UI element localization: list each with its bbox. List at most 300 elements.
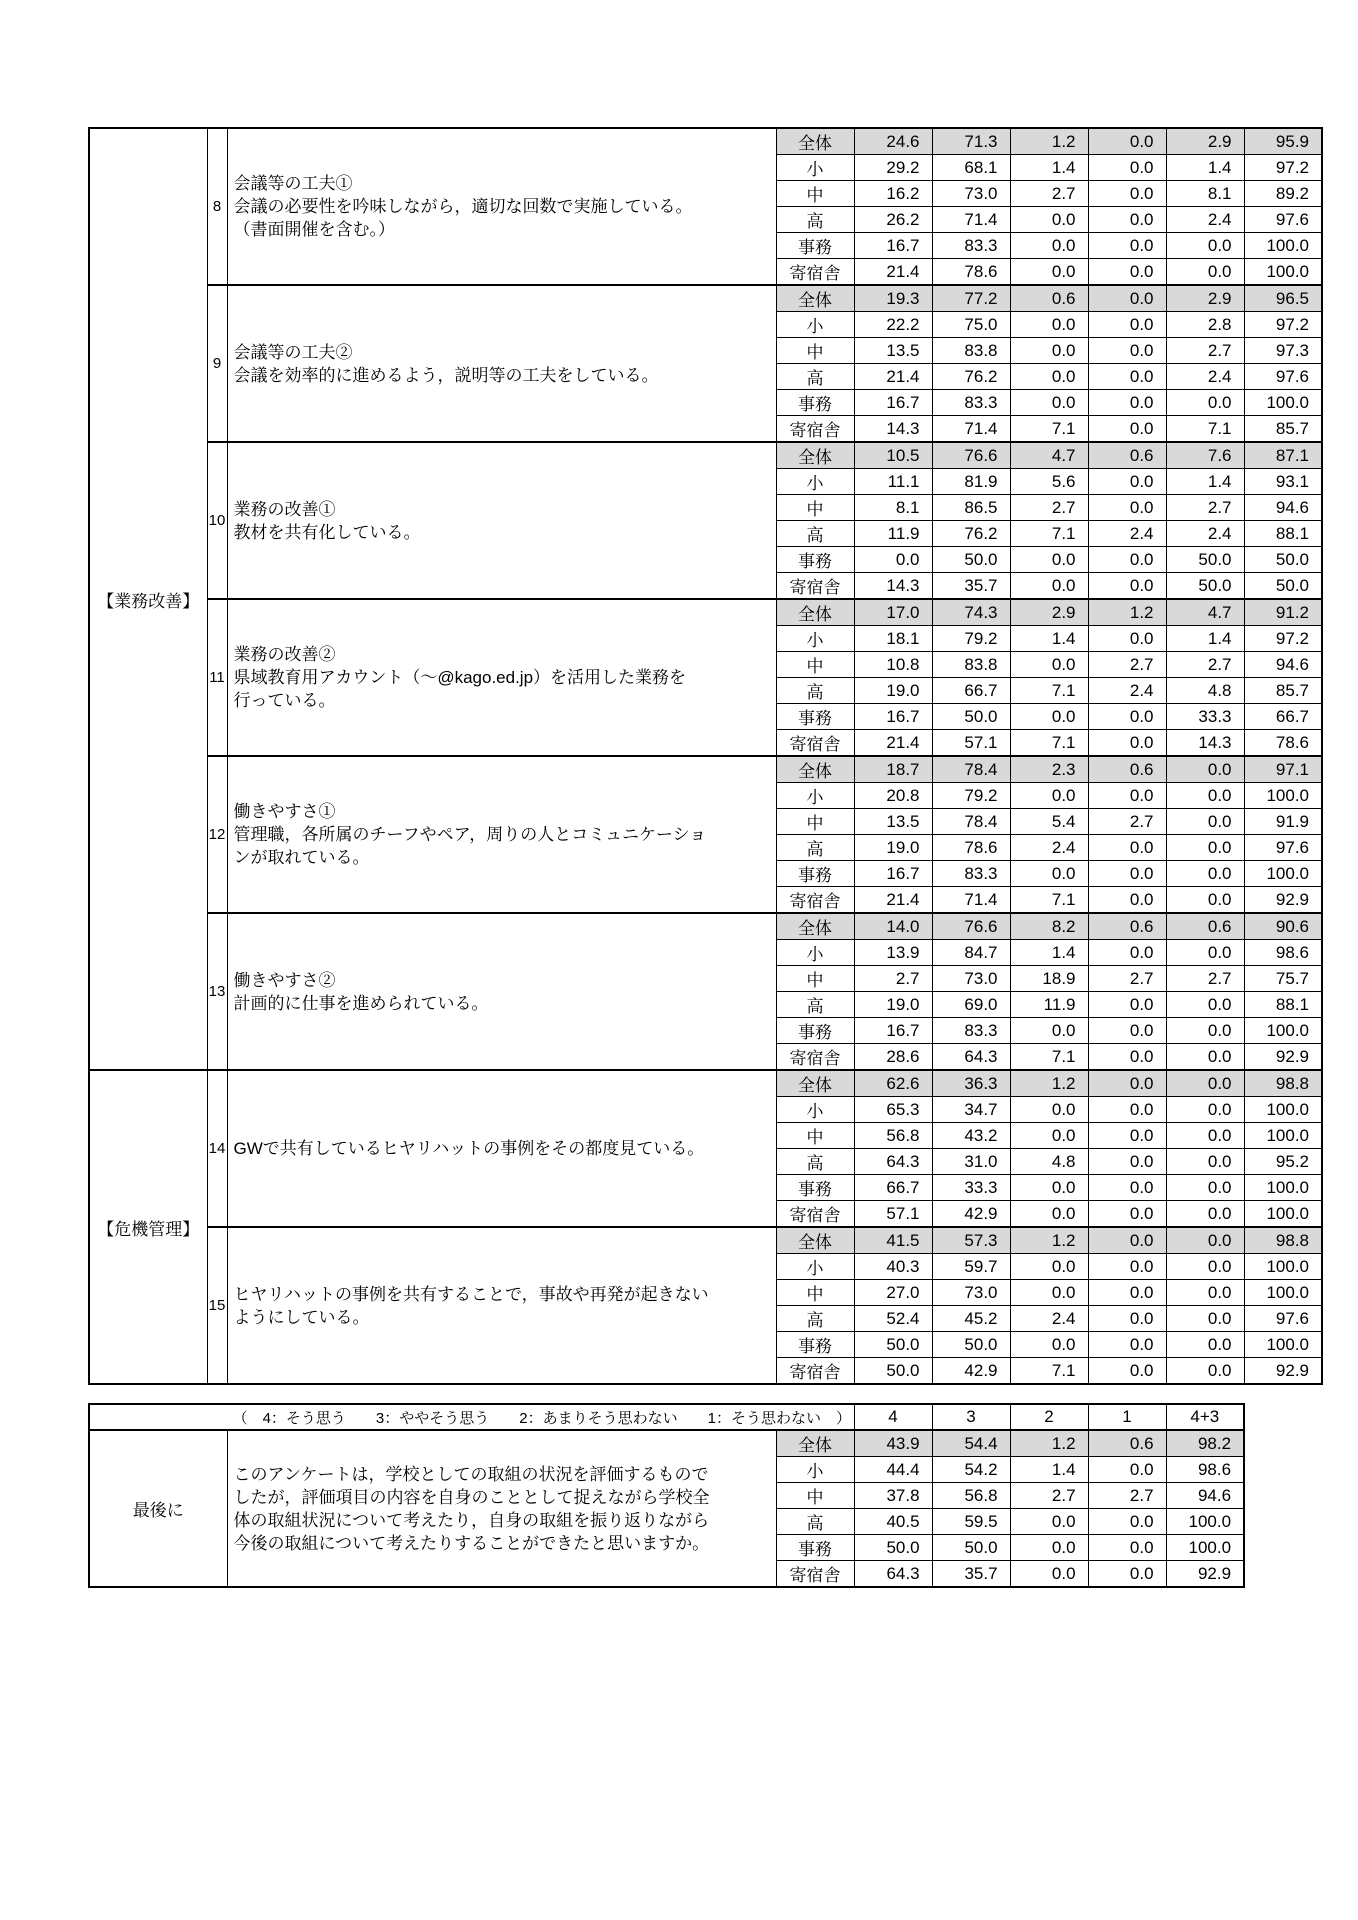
- group-label-cell: 全体: [776, 1070, 854, 1097]
- value-cell: 8.2: [1010, 913, 1088, 940]
- value-cell: 0.0: [1010, 1280, 1088, 1306]
- value-cell: 0.0: [1010, 1254, 1088, 1280]
- value-cell: 0.0: [1088, 1254, 1166, 1280]
- group-label-cell: 高: [776, 992, 854, 1018]
- value-cell: 0.0: [1088, 1018, 1166, 1044]
- group-label-cell: 小: [776, 155, 854, 181]
- value-cell: 85.7: [1244, 416, 1322, 443]
- value-cell: 0.6: [1010, 285, 1088, 312]
- value-cell: 50.0: [854, 1358, 932, 1385]
- item-number-cell: 8: [207, 128, 227, 285]
- value-cell: 0.0: [1166, 1097, 1244, 1123]
- value-cell: 97.2: [1244, 312, 1322, 338]
- value-cell: 0.0: [1088, 1280, 1166, 1306]
- item-number-cell: 12: [207, 756, 227, 913]
- value-cell: 0.0: [1088, 1561, 1166, 1588]
- value-cell: 0.0: [1166, 390, 1244, 416]
- value-cell: 2.9: [1010, 599, 1088, 626]
- value-cell: 83.8: [932, 652, 1010, 678]
- item-number-cell: 9: [207, 285, 227, 442]
- scale-header-cell: 4+3: [1166, 1404, 1244, 1430]
- value-cell: 4.7: [1166, 599, 1244, 626]
- value-cell: 2.7: [1166, 652, 1244, 678]
- value-cell: 0.0: [1088, 1175, 1166, 1201]
- value-cell: 0.0: [1088, 730, 1166, 757]
- scale-legend: （ 4：そう思う 3：ややそう思う 2：あまりそう思わない 1：そう思わない ）: [89, 1404, 854, 1430]
- description-line: 計画的に仕事を進められている。: [233, 993, 489, 1013]
- value-cell: 90.6: [1244, 913, 1322, 940]
- value-cell: 0.0: [1088, 704, 1166, 730]
- value-cell: 0.0: [1088, 1149, 1166, 1175]
- value-cell: 0.0: [1166, 1123, 1244, 1149]
- value-cell: 17.0: [854, 599, 932, 626]
- item-number-cell: 10: [207, 442, 227, 599]
- value-cell: 19.3: [854, 285, 932, 312]
- value-cell: 71.4: [932, 887, 1010, 914]
- group-label-cell: 寄宿舎: [776, 416, 854, 443]
- value-cell: 92.9: [1244, 1044, 1322, 1071]
- description-line: 業務の改善②: [233, 645, 336, 664]
- value-cell: 0.0: [1088, 626, 1166, 652]
- value-cell: 35.7: [932, 573, 1010, 600]
- value-cell: 19.0: [854, 835, 932, 861]
- value-cell: 95.2: [1244, 1149, 1322, 1175]
- value-cell: 0.0: [1010, 233, 1088, 259]
- value-cell: 4.8: [1166, 678, 1244, 704]
- value-cell: 59.7: [932, 1254, 1010, 1280]
- value-cell: 21.4: [854, 887, 932, 914]
- group-label-cell: 寄宿舎: [776, 259, 854, 286]
- value-cell: 7.1: [1010, 521, 1088, 547]
- value-cell: 7.1: [1010, 887, 1088, 914]
- value-cell: 0.0: [1088, 312, 1166, 338]
- value-cell: 71.3: [932, 128, 1010, 155]
- value-cell: 97.2: [1244, 155, 1322, 181]
- group-label-cell: 寄宿舎: [776, 1561, 854, 1588]
- value-cell: 0.0: [1010, 1123, 1088, 1149]
- value-cell: 97.6: [1244, 1306, 1322, 1332]
- value-cell: 100.0: [1244, 390, 1322, 416]
- value-cell: 2.4: [1166, 364, 1244, 390]
- group-label-cell: 高: [776, 835, 854, 861]
- value-cell: 19.0: [854, 678, 932, 704]
- group-label-cell: 事務: [776, 861, 854, 887]
- value-cell: 40.3: [854, 1254, 932, 1280]
- value-cell: 0.0: [1166, 1044, 1244, 1071]
- value-cell: 18.9: [1010, 966, 1088, 992]
- group-label-cell: 事務: [776, 390, 854, 416]
- value-cell: 0.0: [1166, 1175, 1244, 1201]
- value-cell: 100.0: [1166, 1535, 1244, 1561]
- group-label-cell: 全体: [776, 913, 854, 940]
- group-label-cell: 小: [776, 1097, 854, 1123]
- value-cell: 86.5: [932, 495, 1010, 521]
- value-cell: 97.2: [1244, 626, 1322, 652]
- value-cell: 59.5: [932, 1509, 1010, 1535]
- value-cell: 0.0: [1088, 1358, 1166, 1385]
- value-cell: 93.1: [1244, 469, 1322, 495]
- value-cell: 7.1: [1010, 1044, 1088, 1071]
- value-cell: 7.1: [1010, 730, 1088, 757]
- value-cell: 34.7: [932, 1097, 1010, 1123]
- value-cell: 83.3: [932, 861, 1010, 887]
- value-cell: 1.4: [1010, 626, 1088, 652]
- value-cell: 2.7: [1088, 966, 1166, 992]
- item-description-cell: [227, 128, 776, 285]
- item-description-cell: [227, 599, 776, 756]
- value-cell: 2.9: [1166, 128, 1244, 155]
- value-cell: 50.0: [932, 704, 1010, 730]
- value-cell: 83.3: [932, 390, 1010, 416]
- table-row: [89, 442, 1322, 469]
- value-cell: 0.0: [1088, 495, 1166, 521]
- value-cell: 0.0: [1088, 364, 1166, 390]
- value-cell: 100.0: [1244, 1123, 1322, 1149]
- description-line: 体の取組状況について考えたり，自身の取組を振り返りながら: [233, 1510, 710, 1530]
- value-cell: 2.7: [1088, 1483, 1166, 1509]
- value-cell: 2.7: [854, 966, 932, 992]
- value-cell: 89.2: [1244, 181, 1322, 207]
- table-row: [89, 913, 1322, 940]
- value-cell: 78.4: [932, 756, 1010, 783]
- value-cell: 1.2: [1010, 1070, 1088, 1097]
- description-line: ようにしている。: [233, 1307, 370, 1327]
- value-cell: 0.0: [1010, 1332, 1088, 1358]
- description-line: 会議等の工夫②: [233, 342, 353, 362]
- value-cell: 2.4: [1010, 1306, 1088, 1332]
- value-cell: 78.6: [1244, 730, 1322, 757]
- value-cell: 16.7: [854, 861, 932, 887]
- description-line: 働きやすさ①: [233, 802, 336, 821]
- value-cell: 0.0: [1166, 1332, 1244, 1358]
- value-cell: 95.9: [1244, 128, 1322, 155]
- value-cell: 0.0: [1166, 887, 1244, 914]
- value-cell: 0.0: [1088, 940, 1166, 966]
- value-cell: 0.0: [1088, 469, 1166, 495]
- value-cell: 2.4: [1088, 678, 1166, 704]
- value-cell: 0.0: [1010, 259, 1088, 286]
- value-cell: 5.6: [1010, 469, 1088, 495]
- value-cell: 24.6: [854, 128, 932, 155]
- value-cell: 0.0: [1088, 887, 1166, 914]
- value-cell: 78.4: [932, 809, 1010, 835]
- value-cell: 4.8: [1010, 1149, 1088, 1175]
- value-cell: 57.3: [932, 1227, 1010, 1254]
- value-cell: 0.0: [1166, 1306, 1244, 1332]
- value-cell: 0.0: [1088, 835, 1166, 861]
- value-cell: 68.1: [932, 155, 1010, 181]
- group-label-cell: 高: [776, 521, 854, 547]
- value-cell: 66.7: [1244, 704, 1322, 730]
- value-cell: 2.7: [1010, 495, 1088, 521]
- value-cell: 0.0: [1088, 1123, 1166, 1149]
- value-cell: 7.1: [1010, 416, 1088, 443]
- table-row: [89, 1070, 1322, 1097]
- value-cell: 0.0: [1010, 652, 1088, 678]
- value-cell: 64.3: [854, 1561, 932, 1588]
- value-cell: 2.9: [1166, 285, 1244, 312]
- value-cell: 88.1: [1244, 992, 1322, 1018]
- group-label-cell: 事務: [776, 1535, 854, 1561]
- value-cell: 0.0: [1166, 1280, 1244, 1306]
- item-number-cell: 14: [207, 1070, 227, 1227]
- value-cell: 0.0: [1088, 390, 1166, 416]
- value-cell: 97.1: [1244, 756, 1322, 783]
- value-cell: 7.1: [1166, 416, 1244, 443]
- value-cell: 66.7: [932, 678, 1010, 704]
- value-cell: 20.8: [854, 783, 932, 809]
- group-label-cell: 小: [776, 1254, 854, 1280]
- value-cell: 36.3: [932, 1070, 1010, 1097]
- value-cell: 33.3: [932, 1175, 1010, 1201]
- value-cell: 76.2: [932, 364, 1010, 390]
- group-label-cell: 小: [776, 1457, 854, 1483]
- value-cell: 100.0: [1166, 1509, 1244, 1535]
- value-cell: 41.5: [854, 1227, 932, 1254]
- value-cell: 28.6: [854, 1044, 932, 1071]
- value-cell: 2.3: [1010, 756, 1088, 783]
- value-cell: 0.6: [1088, 1430, 1166, 1457]
- value-cell: 11.9: [1010, 992, 1088, 1018]
- value-cell: 54.2: [932, 1457, 1010, 1483]
- value-cell: 85.7: [1244, 678, 1322, 704]
- value-cell: 0.0: [1088, 547, 1166, 573]
- value-cell: 0.0: [1088, 1044, 1166, 1071]
- value-cell: 57.1: [854, 1201, 932, 1228]
- value-cell: 94.6: [1166, 1483, 1244, 1509]
- value-cell: 0.0: [1010, 1018, 1088, 1044]
- value-cell: 0.6: [1166, 913, 1244, 940]
- value-cell: 0.0: [1088, 1201, 1166, 1228]
- value-cell: 16.7: [854, 1018, 932, 1044]
- value-cell: 0.0: [1166, 259, 1244, 286]
- value-cell: 0.0: [1088, 1306, 1166, 1332]
- group-label-cell: 全体: [776, 285, 854, 312]
- value-cell: 1.4: [1010, 940, 1088, 966]
- item-description-cell: [227, 756, 776, 913]
- value-cell: 19.0: [854, 992, 932, 1018]
- value-cell: 2.7: [1166, 966, 1244, 992]
- value-cell: 0.0: [1166, 992, 1244, 1018]
- value-cell: 91.9: [1244, 809, 1322, 835]
- value-cell: 0.0: [1166, 1070, 1244, 1097]
- value-cell: 54.4: [932, 1430, 1010, 1457]
- final-label-cell: 最後に: [89, 1430, 227, 1587]
- group-label-cell: 高: [776, 678, 854, 704]
- group-label-cell: 寄宿舎: [776, 730, 854, 757]
- group-label-cell: 全体: [776, 1227, 854, 1254]
- group-label-cell: 中: [776, 1483, 854, 1509]
- value-cell: 0.0: [1088, 1509, 1166, 1535]
- value-cell: 0.0: [1010, 783, 1088, 809]
- value-cell: 35.7: [932, 1561, 1010, 1588]
- value-cell: 50.0: [1244, 547, 1322, 573]
- value-cell: 10.8: [854, 652, 932, 678]
- value-cell: 18.7: [854, 756, 932, 783]
- value-cell: 0.0: [1010, 1097, 1088, 1123]
- value-cell: 16.7: [854, 704, 932, 730]
- item-description-cell: [227, 285, 776, 442]
- value-cell: 2.4: [1166, 521, 1244, 547]
- value-cell: 0.0: [1010, 1561, 1088, 1588]
- description-line: 業務の改善①: [233, 499, 336, 519]
- value-cell: 18.1: [854, 626, 932, 652]
- value-cell: 0.0: [1166, 809, 1244, 835]
- value-cell: 75.7: [1244, 966, 1322, 992]
- value-cell: 79.2: [932, 626, 1010, 652]
- value-cell: 56.8: [854, 1123, 932, 1149]
- value-cell: 87.1: [1244, 442, 1322, 469]
- value-cell: 100.0: [1244, 259, 1322, 286]
- value-cell: 100.0: [1244, 1175, 1322, 1201]
- value-cell: 16.7: [854, 390, 932, 416]
- value-cell: 0.0: [1088, 338, 1166, 364]
- value-cell: 56.8: [932, 1483, 1010, 1509]
- value-cell: 0.0: [1166, 233, 1244, 259]
- value-cell: 0.0: [1166, 835, 1244, 861]
- value-cell: 2.7: [1010, 1483, 1088, 1509]
- group-label-cell: 中: [776, 495, 854, 521]
- value-cell: 66.7: [854, 1175, 932, 1201]
- value-cell: 0.6: [1088, 442, 1166, 469]
- item-description-cell: [227, 1070, 776, 1227]
- group-label-cell: 寄宿舎: [776, 573, 854, 600]
- value-cell: 26.2: [854, 207, 932, 233]
- value-cell: 0.0: [1010, 207, 1088, 233]
- value-cell: 100.0: [1244, 1201, 1322, 1228]
- value-cell: 10.5: [854, 442, 932, 469]
- scale-legend-row: [89, 1404, 1244, 1430]
- value-cell: 5.4: [1010, 809, 1088, 835]
- group-label-cell: 寄宿舎: [776, 1201, 854, 1228]
- value-cell: 1.4: [1010, 1457, 1088, 1483]
- group-label-cell: 事務: [776, 704, 854, 730]
- value-cell: 0.0: [1166, 1201, 1244, 1228]
- value-cell: 0.0: [1010, 704, 1088, 730]
- group-label-cell: 事務: [776, 1018, 854, 1044]
- value-cell: 1.4: [1166, 469, 1244, 495]
- value-cell: 100.0: [1244, 1332, 1322, 1358]
- value-cell: 97.6: [1244, 207, 1322, 233]
- value-cell: 1.2: [1010, 128, 1088, 155]
- value-cell: 33.3: [1166, 704, 1244, 730]
- value-cell: 0.0: [1010, 1535, 1088, 1561]
- value-cell: 43.9: [854, 1430, 932, 1457]
- value-cell: 0.0: [854, 547, 932, 573]
- value-cell: 45.2: [932, 1306, 1010, 1332]
- value-cell: 0.0: [1088, 285, 1166, 312]
- value-cell: 1.2: [1010, 1430, 1088, 1457]
- value-cell: 2.7: [1088, 652, 1166, 678]
- value-cell: 91.2: [1244, 599, 1322, 626]
- value-cell: 100.0: [1244, 1280, 1322, 1306]
- value-cell: 42.9: [932, 1201, 1010, 1228]
- value-cell: 37.8: [854, 1483, 932, 1509]
- value-cell: 0.0: [1088, 1070, 1166, 1097]
- value-cell: 0.0: [1088, 1535, 1166, 1561]
- item-description-cell: [227, 442, 776, 599]
- value-cell: 7.1: [1010, 678, 1088, 704]
- description-line: 行っている。: [233, 691, 336, 710]
- value-cell: 11.1: [854, 469, 932, 495]
- value-cell: 27.0: [854, 1280, 932, 1306]
- item-number-cell: 15: [207, 1227, 227, 1384]
- table-row: [89, 285, 1322, 312]
- value-cell: 4.7: [1010, 442, 1088, 469]
- value-cell: 0.0: [1010, 861, 1088, 887]
- value-cell: 8.1: [854, 495, 932, 521]
- value-cell: 71.4: [932, 416, 1010, 443]
- value-cell: 73.0: [932, 181, 1010, 207]
- value-cell: 81.9: [932, 469, 1010, 495]
- value-cell: 0.6: [1088, 756, 1166, 783]
- value-cell: 98.8: [1244, 1070, 1322, 1097]
- description-line: （書面開催を含む。）: [233, 220, 395, 239]
- value-cell: 0.0: [1088, 207, 1166, 233]
- value-cell: 100.0: [1244, 233, 1322, 259]
- value-cell: 0.0: [1010, 547, 1088, 573]
- value-cell: 65.3: [854, 1097, 932, 1123]
- value-cell: 84.7: [932, 940, 1010, 966]
- group-label-cell: 寄宿舎: [776, 1044, 854, 1071]
- value-cell: 0.0: [1088, 181, 1166, 207]
- value-cell: 7.6: [1166, 442, 1244, 469]
- scale-header-cell: 1: [1088, 1404, 1166, 1430]
- value-cell: 29.2: [854, 155, 932, 181]
- value-cell: 2.7: [1010, 181, 1088, 207]
- value-cell: 96.5: [1244, 285, 1322, 312]
- value-cell: 31.0: [932, 1149, 1010, 1175]
- value-cell: 0.0: [1010, 364, 1088, 390]
- description-line: 県域教育用アカウント（～@kago.ed.jp）を活用した業務を: [233, 668, 687, 687]
- value-cell: 0.0: [1088, 155, 1166, 181]
- value-cell: 78.6: [932, 259, 1010, 286]
- table-row: [89, 1227, 1322, 1254]
- value-cell: 94.6: [1244, 495, 1322, 521]
- group-label-cell: 中: [776, 181, 854, 207]
- value-cell: 2.8: [1166, 312, 1244, 338]
- value-cell: 76.6: [932, 442, 1010, 469]
- value-cell: 14.3: [854, 573, 932, 600]
- value-cell: 0.0: [1088, 1332, 1166, 1358]
- value-cell: 0.0: [1088, 992, 1166, 1018]
- value-cell: 97.6: [1244, 364, 1322, 390]
- value-cell: 16.2: [854, 181, 932, 207]
- value-cell: 74.3: [932, 599, 1010, 626]
- value-cell: 0.0: [1166, 861, 1244, 887]
- value-cell: 0.0: [1010, 573, 1088, 600]
- value-cell: 50.0: [854, 1332, 932, 1358]
- group-label-cell: 高: [776, 364, 854, 390]
- group-label-cell: 事務: [776, 233, 854, 259]
- value-cell: 100.0: [1244, 1018, 1322, 1044]
- value-cell: 1.4: [1166, 155, 1244, 181]
- scale-header-cell: 2: [1010, 1404, 1088, 1430]
- description-line: 管理職，各所属のチーフやペア，周りの人とコミュニケーショ: [233, 825, 707, 844]
- value-cell: 71.4: [932, 207, 1010, 233]
- value-cell: 98.8: [1244, 1227, 1322, 1254]
- value-cell: 11.9: [854, 521, 932, 547]
- value-cell: 0.0: [1088, 783, 1166, 809]
- description-line: GWで共有しているヒヤリハットの事例をその都度見ている。: [233, 1139, 705, 1158]
- description-line: ヒヤリハットの事例を共有することで，事故や再発が起きない: [233, 1284, 709, 1304]
- value-cell: 73.0: [932, 966, 1010, 992]
- value-cell: 2.7: [1166, 338, 1244, 364]
- group-label-cell: 事務: [776, 547, 854, 573]
- group-label-cell: 小: [776, 783, 854, 809]
- value-cell: 13.5: [854, 809, 932, 835]
- value-cell: 78.6: [932, 835, 1010, 861]
